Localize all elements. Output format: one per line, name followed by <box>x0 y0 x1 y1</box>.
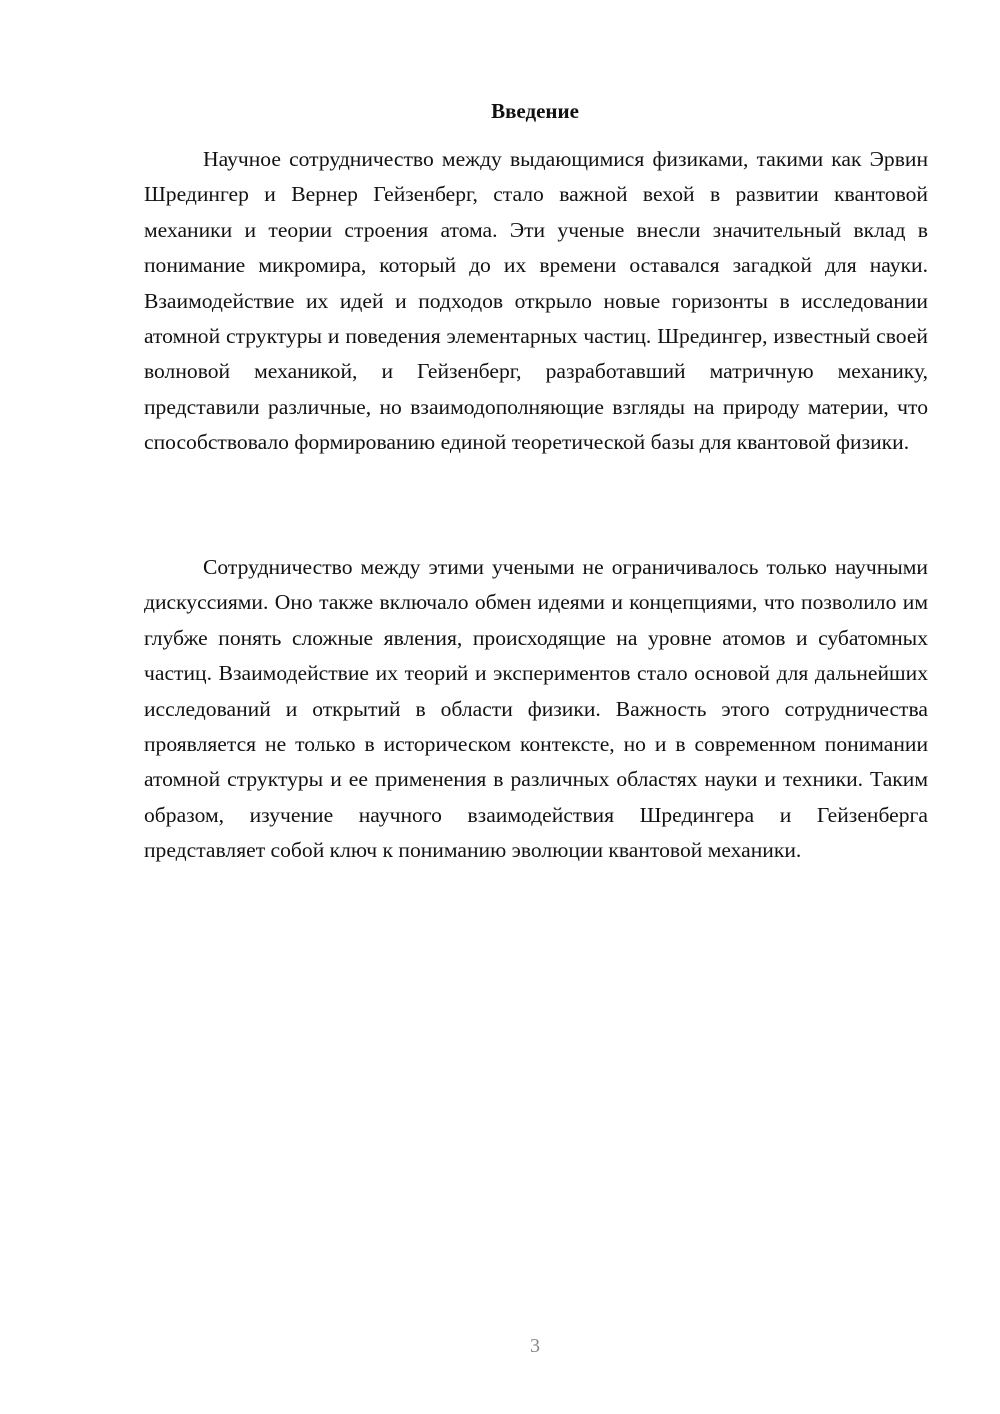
page-number: 3 <box>530 1335 540 1357</box>
body-paragraph: Научное сотрудничество между выдающимися физиками, такими как Эрвин Шредингер и Вернер Гейзенберг, стало важной вехой в развитии квантовой механики и теории строения атома. Эти ученые внесли значительный вклад в понимание микромира, который до их времени оставался загадкой для науки. Взаимодействие их идей и подходов открыло новые горизонты в исследовании атомной структуры и поведения элементарных частиц. Шредингер, известный своей волновой механикой, и Гейзенберг, разработавший матричную механику, представили различные, но взаимодополняющие взгляды на природу материи, что способствовало формированию единой теоретической базы для квантовой физики. <box>144 147 928 455</box>
body-paragraph-container <box>144 550 928 869</box>
section-heading: Введение <box>491 99 579 123</box>
body-paragraph-container <box>144 142 928 461</box>
body-paragraph: Сотрудничество между этими учеными не ограничивалось только научными дискуссиями. Оно также включало обмен идеями и концепциями, что позволило им глубже понять сложные явления, происходящие на уровне атомов и субатомных частиц. Взаимодействие их теорий и экспериментов стало основой для дальнейших исследований и открытий в области физики. Важность этого сотрудничества проявляется не только в историческом контексте, но и в современном понимании атомной структуры и ее применения в различных областях науки и техники. Таким образом, изучение научного взаимодействия Шредингера и Гейзенберга представляет собой ключ к пониманию эволюции квантовой механики. <box>144 555 928 863</box>
